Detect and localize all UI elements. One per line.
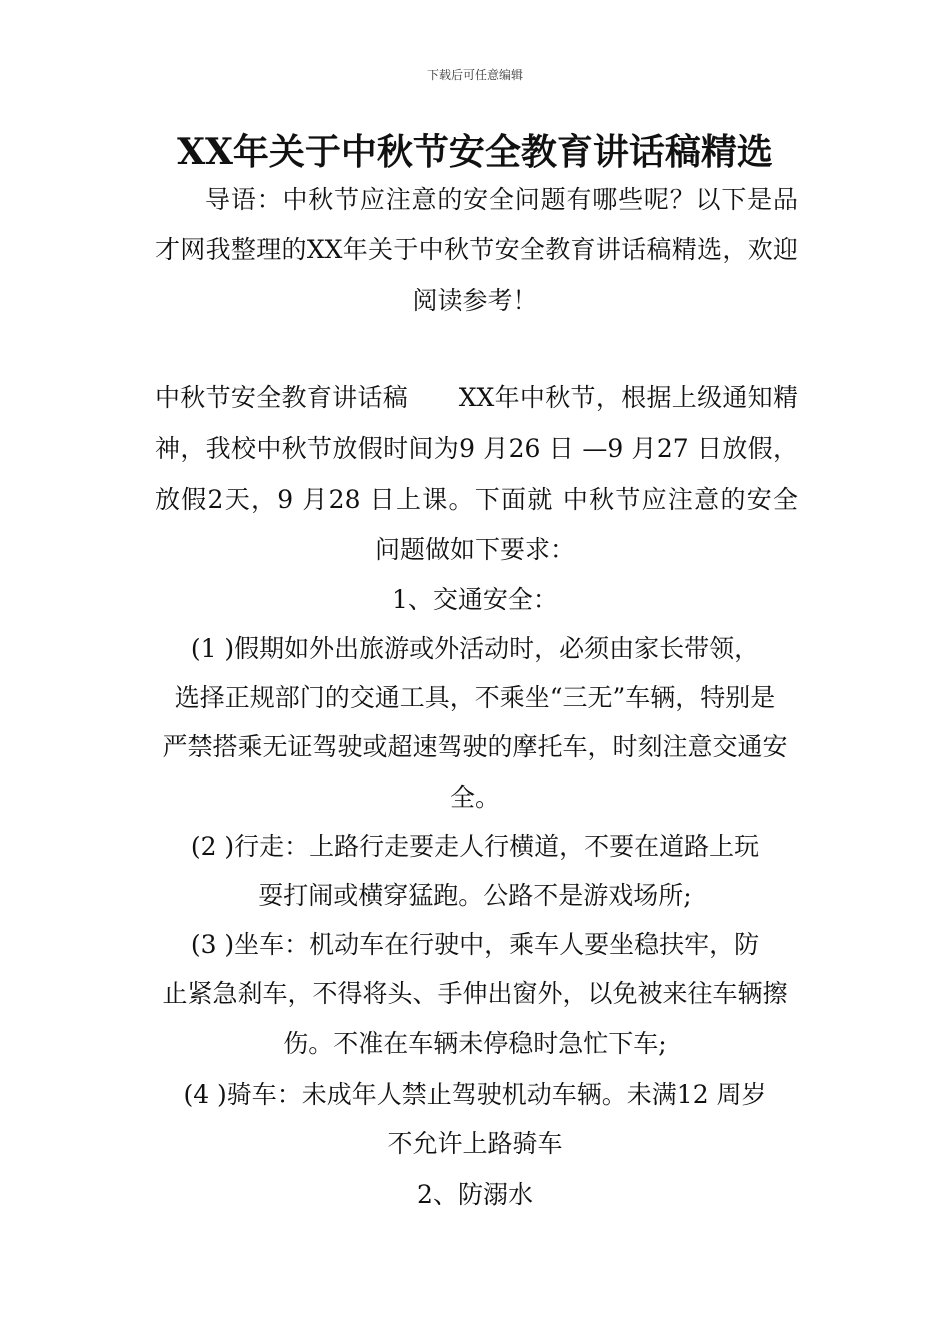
traffic-item-3-line-3: 伤。不准在车辆未停稳时急忙下车; bbox=[283, 1029, 667, 1058]
document-title: XX年关于中秋节安全教育讲话稿精选 bbox=[177, 131, 773, 173]
body-line-4: 问题做如下要求： bbox=[374, 535, 575, 564]
traffic-item-1-line-4: 全。 bbox=[449, 783, 500, 812]
traffic-item-1-line-1: (1 )假期如外出旅游或外活动时，必须由家长带领， bbox=[190, 634, 760, 663]
intro-line-2: 才网我整理的XX年关于中秋节安全教育讲话稿精选，欢迎 bbox=[155, 235, 798, 264]
traffic-item-3-line-1: (3 )坐车：机动车在行驶中，乘车人要坐稳扶牢，防 bbox=[190, 930, 760, 959]
section-heading-traffic: 1、交通安全： bbox=[392, 585, 558, 614]
section-heading-drowning: 2、防溺水 bbox=[417, 1180, 533, 1209]
page-header-note: 下载后可任意编辑 bbox=[426, 68, 523, 82]
body-line-3: 放假2天，9 月28 日上课。下面就 中秋节应注意的安全 bbox=[155, 485, 798, 514]
intro-line-3: 阅读参考！ bbox=[412, 286, 538, 315]
traffic-item-4-line-2: 不允许上路骑车 bbox=[387, 1129, 563, 1158]
traffic-item-4-line-1: (4 )骑车：未成年人禁止驾驶机动车辆。未满12 周岁 bbox=[183, 1080, 767, 1109]
traffic-item-1-line-3: 严禁搭乘无证驾驶或超速驾驶的摩托车，时刻注意交通安 bbox=[162, 732, 788, 761]
traffic-item-2-line-2: 耍打闹或横穿猛跑。公路不是游戏场所; bbox=[258, 881, 692, 910]
traffic-item-2-line-1: (2 )行走：上路行走要走人行横道，不要在道路上玩 bbox=[190, 832, 760, 861]
traffic-item-1-line-2: 选择正规部门的交通工具，不乘坐“三无”车辆，特别是 bbox=[174, 683, 776, 712]
body-line-2: 神，我校中秋节放假时间为9 月26 日 —9 月27 日放假， bbox=[155, 434, 798, 463]
traffic-item-3-line-2: 止紧急刹车，不得将头、手伸出窗外，以免被来往车辆擦 bbox=[162, 979, 788, 1008]
intro-line-1: 导语：中秋节应注意的安全问题有哪些呢？以下是品 bbox=[205, 185, 798, 214]
body-line-1: 中秋节安全教育讲话稿 XX年中秋节，根据上级通知精 bbox=[155, 383, 798, 412]
